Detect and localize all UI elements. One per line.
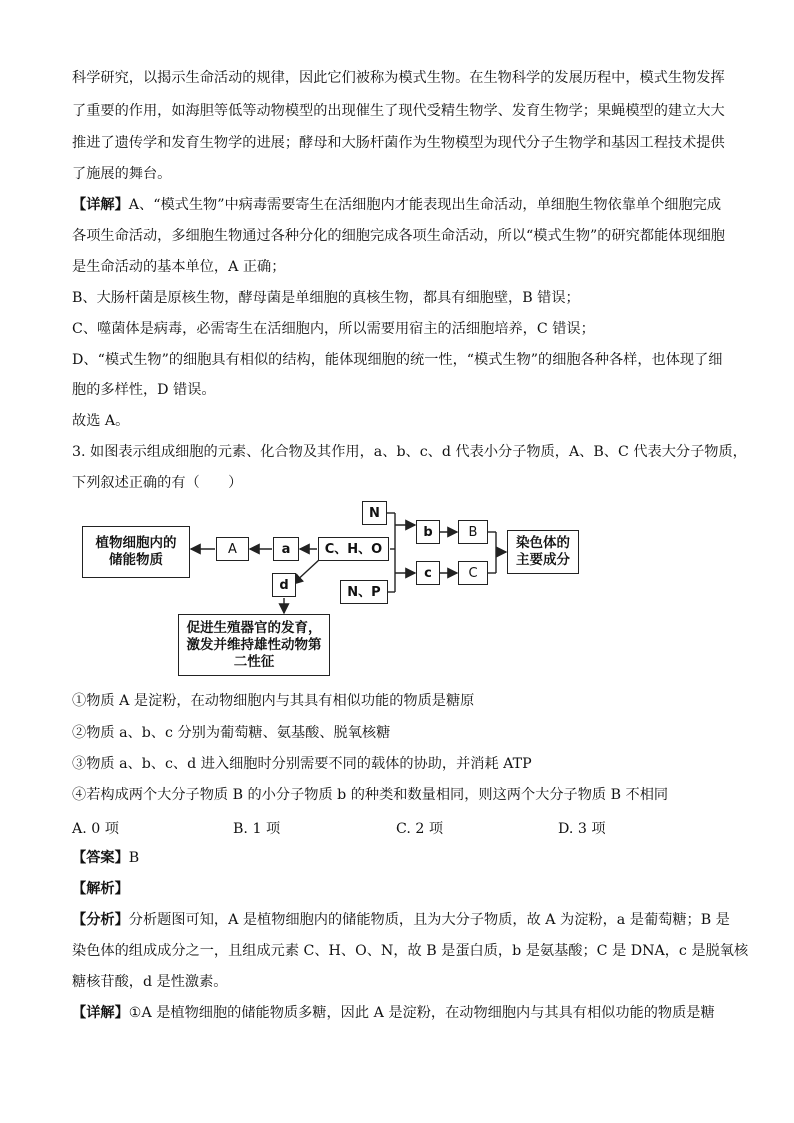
question-stem: 3. 如图表示组成细胞的元素、化合物及其作用，a、b、c、d 代表小分子物质，A、B、C 代表大分子物质，: [72, 444, 747, 460]
node-d: d: [272, 573, 296, 597]
detail-line: C、噬菌体是病毒，必需寄生在活细胞内，所以需要用宿主的活细胞培养，C 错误；: [72, 321, 595, 337]
analysis-line: 糖核苷酸，d 是性激素。: [72, 974, 228, 990]
chromosome-component-box: 染色体的主要成分: [507, 530, 579, 574]
detail-line: 各项生命活动，多细胞生物通过各种分化的细胞完成各项生命活动，所以“模式生物”的研究都能体现细胞: [72, 228, 725, 244]
analysis-line: 染色体的组成成分之一，且组成元素 C、H、O、N，故 B 是蛋白质，b 是氨基酸；C 是 DNA，c 是脱氧核: [72, 943, 749, 959]
answer-line: [72, 848, 139, 868]
detail-line: 是生命活动的基本单位，A 正确；: [72, 259, 286, 275]
node-np: N、P: [340, 580, 388, 604]
option-d: D. 3 项: [558, 821, 606, 837]
detail-line: [72, 1003, 715, 1023]
detail-line: [72, 195, 721, 215]
detail-text: A、“模式生物”中病毒需要寄生在活细胞内才能表现出生命活动，单细胞生物依靠单个细胞完成: [128, 197, 722, 213]
diagram-arrows: [78, 496, 598, 678]
statement: ③物质 a、b、c、d 进入细胞时分别需要不同的载体的协助，并消耗 ATP: [72, 756, 532, 772]
node-C: C: [458, 561, 488, 585]
analysis-text: 分析题图可知，A 是植物细胞内的储能物质，且为大分子物质，故 A 为淀粉，a 是葡萄糖；B 是: [128, 912, 730, 928]
conclusion: 故选 A。: [72, 413, 130, 429]
option-a: A. 0 项: [72, 821, 119, 837]
text-line: 了重要的作用，如海胆等低等动物模型的出现催生了现代受精生物学、发育生物学；果蝇模型的建立大大: [72, 103, 725, 119]
node-A: A: [216, 537, 249, 561]
question-stem: 下列叙述正确的有（ ）: [72, 475, 243, 491]
detail-line: 胞的多样性，D 错误。: [72, 382, 216, 398]
node-c: c: [416, 561, 440, 585]
detail-tag: 【详解】: [72, 1005, 129, 1021]
concept-diagram: [78, 496, 598, 678]
detail-tag: 【详解】: [72, 197, 129, 213]
option-c: C. 2 项: [396, 821, 444, 837]
statement: ②物质 a、b、c 分别为葡萄糖、氨基酸、脱氧核糖: [72, 725, 391, 741]
analysis-line: [72, 910, 730, 930]
option-b: B. 1 项: [233, 821, 281, 837]
node-a: a: [273, 537, 299, 561]
text-line: 科学研究，以揭示生命活动的规律，因此它们被称为模式生物。在生物科学的发展历程中，模式生物发挥: [72, 70, 725, 86]
node-B: B: [458, 520, 488, 544]
answer-value: B: [128, 850, 140, 866]
statement: ①物质 A 是淀粉，在动物细胞内与其具有相似功能的物质是糖原: [72, 693, 475, 709]
text-line: 了施展的舞台。: [72, 166, 172, 182]
node-b: b: [416, 520, 440, 544]
node-cho: C、H、O: [318, 537, 389, 561]
detail-line: B、大肠杆菌是原核生物，酵母菌是单细胞的真核生物，都具有细胞壁，B 错误；: [72, 290, 580, 306]
answer-tag: 【答案】: [72, 850, 129, 866]
statement: ④若构成两个大分子物质 B 的小分子物质 b 的种类和数量相同，则这两个大分子物质 B 不相同: [72, 787, 669, 803]
detail-text: ①A 是植物细胞的储能物质多糖，因此 A 是淀粉，在动物细胞内与其具有相似功能的物质是糖: [128, 1005, 715, 1021]
node-N: N: [362, 501, 387, 525]
storage-substance-box: 植物细胞内的储能物质: [82, 526, 190, 578]
analysis-tag: 【分析】: [72, 912, 129, 928]
analysis-header: 【解析】: [72, 881, 129, 897]
hormone-function-box: 促进生殖器官的发育，激发并维持雄性动物第二性征: [178, 614, 330, 676]
detail-line: D、“模式生物”的细胞具有相似的结构，能体现细胞的统一性，“模式生物”的细胞各种各样，也体现了细: [72, 352, 723, 368]
text-line: 推进了遗传学和发育生物学的进展；酵母和大肠杆菌作为生物模型为现代分子生物学和基因工程技术提供: [72, 135, 725, 151]
